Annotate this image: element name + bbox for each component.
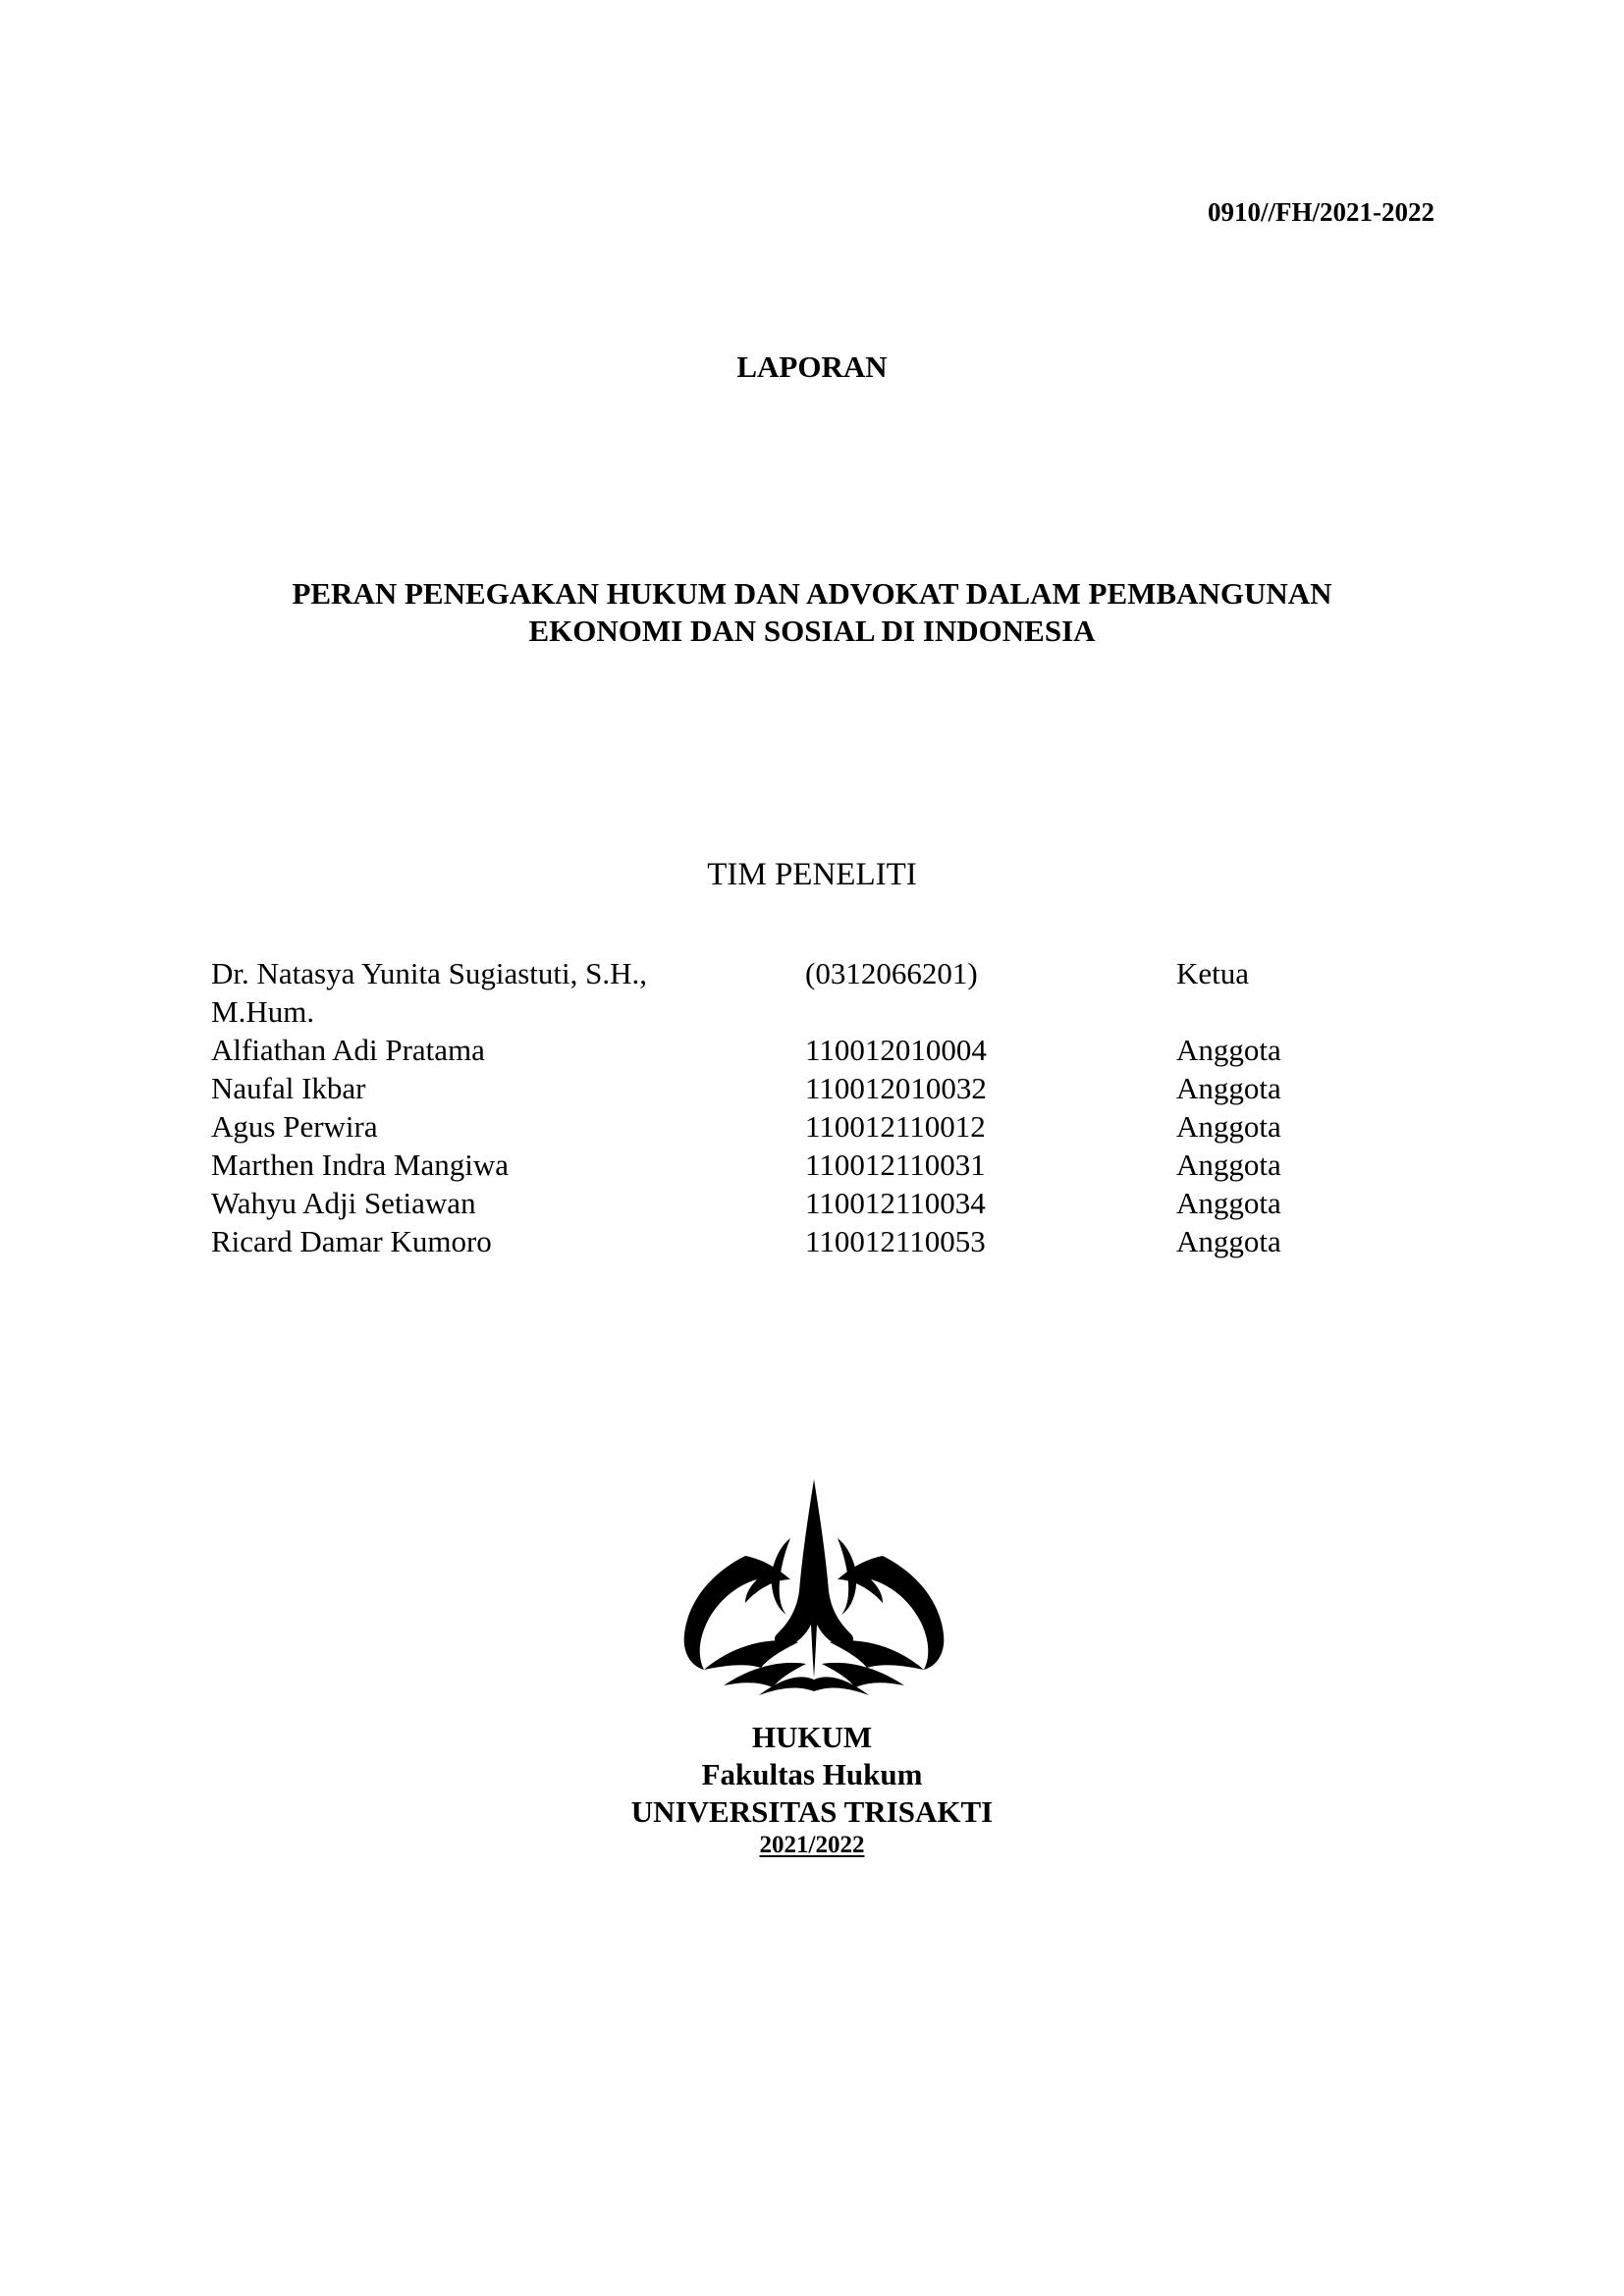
member-role: Ketua: [1176, 956, 1250, 990]
member-name: Wahyu Adji Setiawan: [211, 1186, 476, 1220]
member-name: Agus Perwira: [211, 1109, 378, 1144]
member-role: Anggota: [1176, 1033, 1281, 1067]
research-team-heading: TIM PENELITI: [707, 857, 917, 892]
member-id: 110012110053: [805, 1224, 986, 1258]
member-id: 110012110031: [805, 1148, 986, 1182]
member-role: Anggota: [1176, 1186, 1281, 1220]
member-id: 110012110012: [805, 1109, 986, 1144]
member-name: Naufal Ikbar: [211, 1071, 366, 1105]
member-role: Anggota: [1176, 1109, 1281, 1144]
member-name: Ricard Damar Kumoro: [211, 1224, 492, 1258]
university-emblem-icon: [680, 1477, 947, 1699]
emblem-graphic: [680, 1477, 947, 1699]
document-number: 0910//FH/2021-2022: [1208, 197, 1435, 227]
team-member-row: [211, 1184, 1438, 1222]
academic-year: 2021/2022: [759, 1832, 865, 1858]
team-member-row: [211, 1031, 1438, 1069]
university-name: UNIVERSITAS TRISAKTI: [630, 1794, 994, 1829]
member-id: 110012010032: [805, 1071, 987, 1105]
team-member-row: [211, 1222, 1438, 1260]
research-team-list: [211, 954, 1438, 1260]
report-title-line-1: PERAN PENEGAKAN HUKUM DAN ADVOKAT DALAM PEMBANGUNAN: [292, 576, 1332, 611]
team-member-row: [211, 1107, 1438, 1146]
member-role: Anggota: [1176, 1071, 1281, 1105]
team-member-row: [211, 954, 1438, 1031]
team-member-row: [211, 1146, 1438, 1184]
member-name: Dr. Natasya Yunita Sugiastuti, S.H., M.Hum.: [211, 956, 648, 1029]
member-name: Marthen Indra Mangiwa: [211, 1148, 510, 1182]
member-role: Anggota: [1176, 1224, 1281, 1258]
member-id: 110012110034: [805, 1186, 986, 1220]
member-role: Anggota: [1176, 1148, 1281, 1182]
institution-footer: [0, 1719, 1624, 1860]
report-title: [0, 575, 1624, 650]
member-name: Alfiathan Adi Pratama: [211, 1033, 485, 1067]
member-id: (0312066201): [805, 956, 978, 990]
report-title-line-2: EKONOMI DAN SOSIAL DI INDONESIA: [528, 614, 1096, 648]
report-type-label: LAPORAN: [736, 349, 888, 384]
team-member-row: [211, 1069, 1438, 1107]
department-name: HUKUM: [751, 1720, 873, 1754]
faculty-name: Fakultas Hukum: [701, 1757, 923, 1791]
member-id: 110012010004: [805, 1033, 987, 1067]
